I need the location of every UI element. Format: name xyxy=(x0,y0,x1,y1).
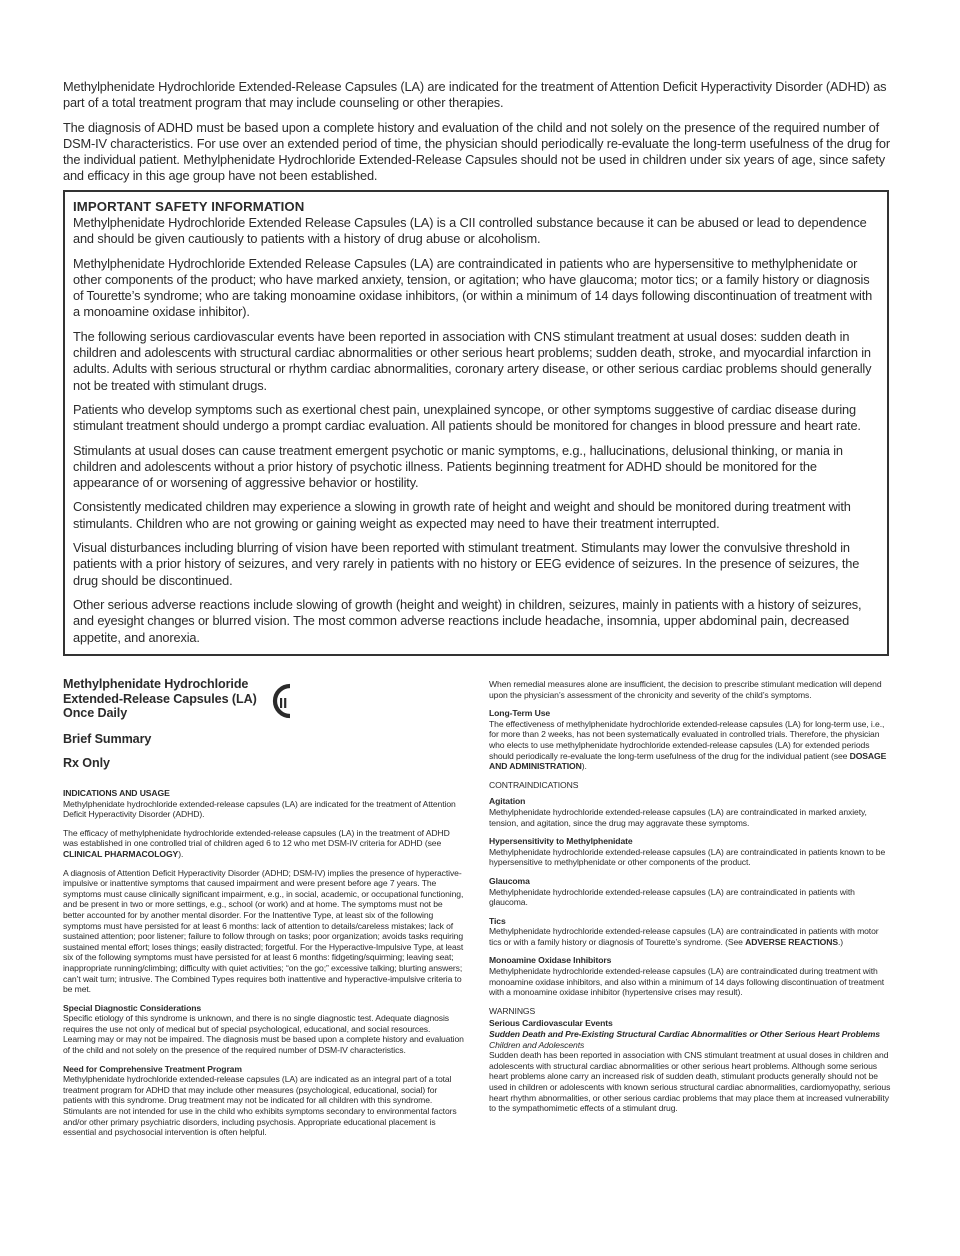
sudden-death-heading: Sudden Death and Pre-Existing Structural Cardiac Abnormalities or Other Serious Heart Problems xyxy=(489,1029,880,1040)
safety-paragraph: Patients who develop symptoms such as exertional chest pain, unexplained syncope, or other symptoms suggestive of cardiac disease during stimulant treatment should undergo a prompt cardiac evaluation. All patients should be monitored for changes in blood pressure and heart rate. xyxy=(73,401,861,434)
indications-paragraph: The efficacy of methylphenidate hydrochloride extended-release capsules (LA) in the treatment of ADHD was established in one controlled trial of children aged 6 to 12 who met DSM-IV criteria for ADHD (see CLINICAL PHARMACOLOGY). xyxy=(63,827,450,859)
brief-summary-heading: Brief Summary xyxy=(63,732,152,746)
cross-reference: DOSAGE AND ADMINISTRATION xyxy=(489,750,887,772)
right-column xyxy=(489,679,891,1122)
glaucoma-paragraph: Methylphenidate hydrochloride extended-release capsules (LA) are contraindicated in patients with glaucoma. xyxy=(489,886,855,908)
cardiovascular-heading: Serious Cardiovascular Events xyxy=(489,1018,613,1029)
product-title: Methylphenidate Hydrochloride Extended-Release Capsules (LA) Once Daily xyxy=(63,677,257,720)
indications-paragraph: A diagnosis of Attention Deficit Hyperactivity Disorder (ADHD; DSM-IV) implies the presence of hyperactive-impulsive or inattentive symptoms that caused impairment and were present before age 7 years. The symptoms must cause clinically significant impairment, e.g., in social, academic, or occupational functioning, and be present in two or more settings, e.g., school (or work) and at home. The symptoms must not be better accounted for by another mental disorder. For the Inattentive Type, at least six of the following symptoms must have persisted for at least 6 months: lack of attention to details/careless mistakes; lack of sustained attention; poor listener; failure to follow through on tasks; poor organization; avoids tasks requiring sustained mental effort; loses things; easily distracted; forgetful. For the Hyperactive-Impulsive Type, at least six of the following symptoms must have persisted for at least 6 months: fidgeting/squirming; leaving seat; inappropriate running/climbing; difficulty with quiet activities; “on the go;” excessive talking; blurting answers; can’t wait turn; intrusive. The Combined Types requires both inattentive and hyperactive-impulsive criteria to be met. xyxy=(63,867,464,995)
special-diagnostic-heading: Special Diagnostic Considerations xyxy=(63,1002,202,1013)
maoi-paragraph: Methylphenidate hydrochloride extended-release capsules (LA) are contraindicated during treatment with monoamine oxidase inhibitors, and also within a minimum of 14 days following discontinuation of treatment with a monoamine oxidase inhibitor (hypertensive crises may result). xyxy=(489,966,885,998)
children-adolescents-heading: Children and Adolescents xyxy=(489,1039,585,1050)
long-term-use-paragraph: The effectiveness of methylphenidate hydrochloride extended-release capsules (LA) for long-term use, i.e., for more than 2 weeks, has not been systematically evaluated in controlled trials. Therefore, the physician who elects to use methylphenidate hydrochloride extended-release capsules (LA) for extended periods should periodically re-evaluate the long-term usefulness of the drug for the individual patient (see DOSAGE AND ADMINISTRATION). xyxy=(489,718,887,772)
intro-section xyxy=(63,79,895,193)
glaucoma-heading: Glaucoma xyxy=(489,875,530,886)
safety-heading: IMPORTANT SAFETY INFORMATION xyxy=(73,199,305,214)
important-safety-information-box xyxy=(63,190,889,656)
indications-paragraph: Methylphenidate hydrochloride extended-release capsules (LA) are indicated for the treatment of Attention Deficit Hyperactivity Disorder (ADHD). xyxy=(63,798,456,820)
comprehensive-treatment-paragraph: Methylphenidate hydrochloride extended-release capsules (LA) are indicated as an integral part of a total treatment program for ADHD that may include other measures (psychological, educational, social) for patients with this syndrome. Drug treatment may not be indicated for all children with this syndrome. Stimulants are not intended for use in the child who exhibits symptoms secondary to environmental factors and/or other primary psychiatric disorders, including psychosis. Appropriate educational placement is essential and psychosocial intervention is often helpful. xyxy=(63,1074,457,1138)
intro-paragraph: Methylphenidate Hydrochloride Extended-Release Capsules (LA) are indicated for the treatment of Attention Deficit Hyperactivity Disorder (ADHD) as part of a total treatment program that may include counseling or other therapies. xyxy=(63,79,887,111)
maoi-heading: Monoamine Oxidase Inhibitors xyxy=(489,955,612,966)
contraindications-heading: CONTRAINDICATIONS xyxy=(489,779,579,790)
safety-paragraph: Visual disturbances including blurring of vision have been reported with stimulant treatment. Stimulants may lower the convulsive threshold in patients with a prior history of seizures, and very rarely in patients with no history or EEG evidence of seizures. In the presence of seizures, the drug should be discontinued. xyxy=(73,540,860,588)
safety-paragraph: Stimulants at usual doses can cause treatment emergent psychotic or manic symptoms, e.g., hallucinations, delusional thinking, or mania in children and adolescents without a prior history of psychotic illness. Patients beginning treatment for ADHD should be monitored for the appearance of or worsening of aggressive behavior or hostility. xyxy=(73,442,843,491)
product-title-block xyxy=(63,677,465,788)
agitation-paragraph: Methylphenidate hydrochloride extended-release capsules (LA) are contraindicated in marked anxiety, tension, and agitation, since the drug may aggravate these symptoms. xyxy=(489,806,867,828)
hypersensitivity-paragraph: Methylphenidate hydrochloride extended-release capsules (LA) are contraindicated in patients known to be hypersensitive to methylphenidate or other components of the product. xyxy=(489,846,886,868)
comprehensive-treatment-heading: Need for Comprehensive Treatment Program xyxy=(63,1063,242,1074)
indications-heading: INDICATIONS AND USAGE xyxy=(63,788,170,798)
safety-paragraph: Other serious adverse reactions include slowing of growth (height and weight) in children, seizures, mainly in patients with a history of seizures, and eyesight changes or blurred vision. The most common adverse reactions include headache, insomnia, upper abdominal pain, decreased appetite, and anorexia. xyxy=(73,596,862,645)
intro-paragraph: The diagnosis of ADHD must be based upon a complete history and evaluation of the child and not solely on the presence of the required number of DSM-IV characteristics. For use over an extended period of time, the physician should periodically re-evaluate the long-term usefulness of the drug for the individual patient. Methylphenidate Hydrochloride Extended-Release Capsules should not be used in children under six years of age, since safety and efficacy in this age group have not been established. xyxy=(63,119,890,184)
cross-reference: CLINICAL PHARMACOLOGY xyxy=(63,848,179,859)
tics-heading: Tics xyxy=(489,915,506,926)
hypersensitivity-heading: Hypersensitivity to Methylphenidate xyxy=(489,836,633,847)
safety-paragraph: Methylphenidate Hydrochloride Extended Release Capsules (LA) is a CII controlled substance because it can be abused or lead to dependence and should be given cautiously to patients with a history of drug abuse or alcoholism. xyxy=(73,215,867,247)
long-term-use-heading: Long-Term Use xyxy=(489,708,551,719)
sudden-death-paragraph: Sudden death has been reported in association with CNS stimulant treatment at usual doses in children and adolescents with structural cardiac abnormalities or other serious heart problems. Although some serious heart problems alone carry an increased risk of sudden death, stimulant products generally should not be used in children or adolescents with known serious structural cardiac abnormalities, cardiomyopathy, serious heart rhythm abnormalities, or other serious cardiac problems that may place them at increased vulnerability to the sympathomimetic effects of a stimulant drug. xyxy=(489,1050,891,1114)
left-column xyxy=(63,677,465,1146)
tics-paragraph: Methylphenidate hydrochloride extended-release capsules (LA) are contraindicated in patients with motor tics or with a family history or diagnosis of Tourette’s syndrome. (See ADVERSE REACTIONS.) xyxy=(489,926,879,947)
agitation-heading: Agitation xyxy=(489,796,526,807)
warnings-heading: WARNINGS xyxy=(489,1005,536,1016)
special-diagnostic-paragraph: Specific etiology of this syndrome is unknown, and there is no single diagnostic test. Adequate diagnosis requires the use not only of medical but of special psychological, educational, and social resources. Learning may or may not be impaired. The diagnosis must be based upon a complete history and evaluation of the child and not solely on the presence of the required number of DSM-IV characteristics. xyxy=(63,1013,464,1056)
cross-reference: ADVERSE REACTIONS xyxy=(745,936,838,947)
cii-controlled-substance-icon xyxy=(268,681,302,721)
safety-paragraph: The following serious cardiovascular events have been reported in association with CNS stimulant treatment at usual doses: sudden death in children and adolescents with structural cardiac abnormalities or other serious heart problems; sudden death, stroke, and myocardial infarction in adults. Adults with serious structural or rhythm cardiac abnormalities, coronary artery disease, or other serious cardiac problems should generally not be treated with stimulant drugs. xyxy=(73,328,872,393)
safety-paragraph: Methylphenidate Hydrochloride Extended Release Capsules (LA) are contraindicated in patients who are hypersensitive to methylphenidate or other components of the product; who have marked anxiety, tension, or agitation; who have glaucoma; motor tics; or a family history or diagnosis of Tourette’s syndrome; who are taking monoamine oxidase inhibitors, (or within a minimum of 14 days following discontinuation of treatment with a monoamine oxidase inhibitor). xyxy=(73,255,873,320)
cii-mark-text: II xyxy=(279,695,288,712)
rx-only-label: Rx Only xyxy=(63,756,110,770)
remedial-paragraph: When remedial measures alone are insufficient, the decision to prescribe stimulant medication will depend upon the physician’s assessment of the chronicity and severity of the child’s symptoms. xyxy=(489,679,882,700)
safety-paragraph: Consistently medicated children may experience a slowing in growth rate of height and weight and should be monitored during treatment with stimulants. Children who are not growing or gaining weight as expected may need to have their treatment interrupted. xyxy=(73,499,851,531)
